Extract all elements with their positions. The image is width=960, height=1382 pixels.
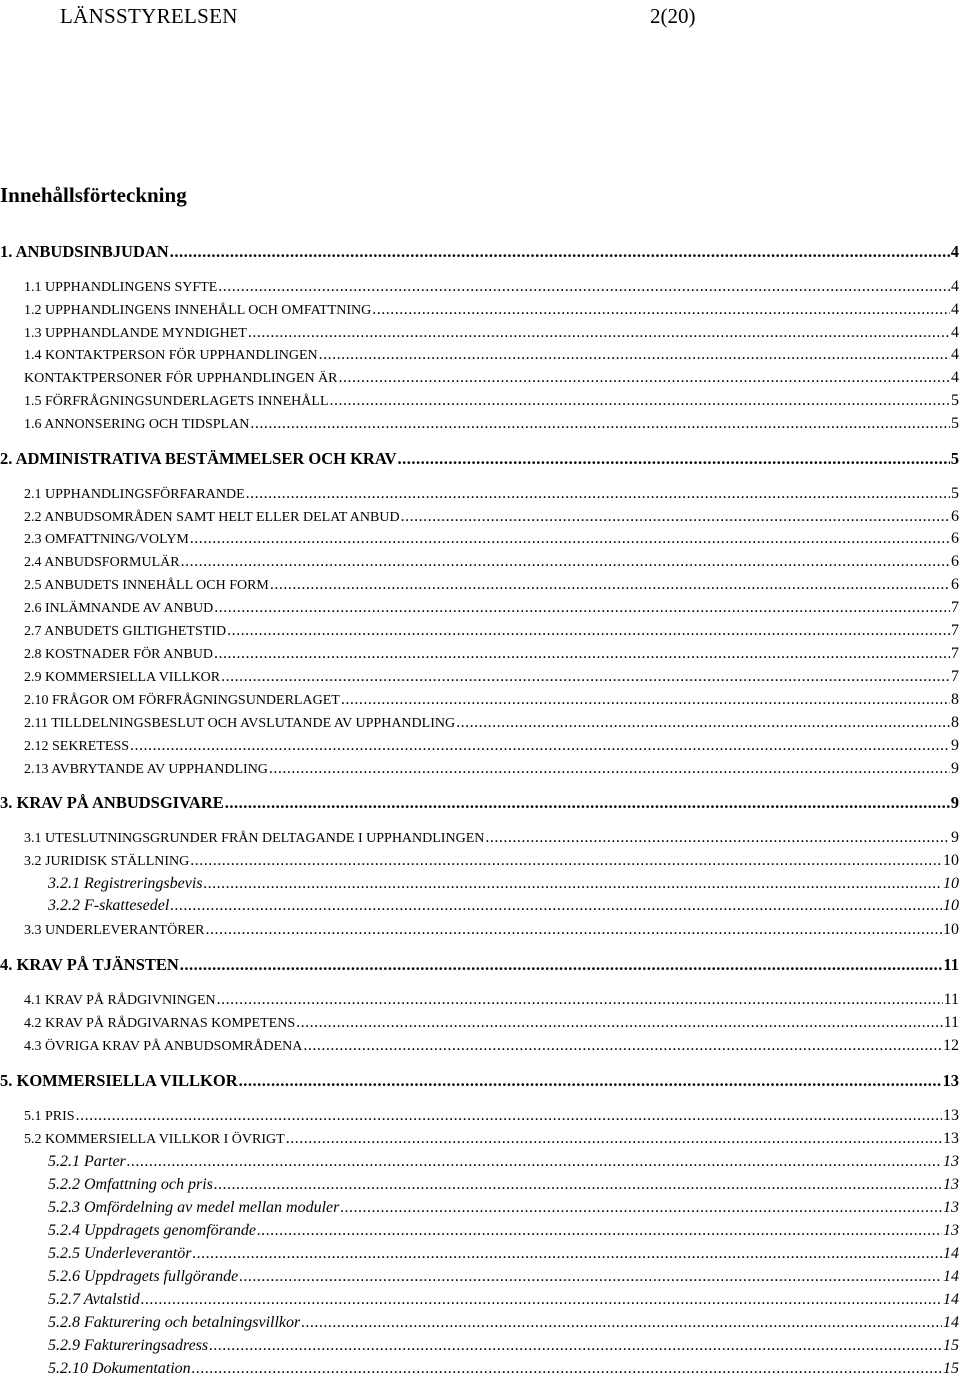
toc-entry[interactable] [0,1037,959,1059]
toc-entry-title: 3.2.2 F-skattesedel [48,897,170,914]
dot-leader [214,645,950,663]
dot-leader [286,1130,942,1148]
dot-leader [192,1360,942,1378]
toc-entry-page: 14 [943,1314,959,1331]
toc-entry-title: 5.2.6 Uppdragets fullgörande [48,1268,239,1285]
toc-entry-title: 4. KRAV PÅ TJÄNSTEN [0,955,179,974]
dot-leader [257,1222,942,1240]
toc-entry[interactable] [0,897,959,919]
dot-leader [181,553,950,571]
toc-entry-page: 6 [951,508,959,525]
dot-leader [372,301,950,319]
toc-entry-title: 2.9 KOMMERSIELLA VILLKOR [24,670,221,685]
dot-leader [214,1176,942,1194]
toc-entry[interactable] [0,645,959,667]
toc-entry-page: 5 [950,449,959,468]
toc-entry-page: 4 [951,346,959,363]
toc-entry-page: 4 [951,369,959,386]
toc-entry-title: 2.8 KOSTNADER FÖR ANBUD [24,647,214,662]
toc-entry-page: 10 [943,852,959,869]
toc-entry-title: KONTAKTPERSONER FÖR UPPHANDLINGEN ÄR [24,371,338,386]
toc-entry-title: 2.13 AVBRYTANDE AV UPPHANDLING [24,762,268,777]
toc-entry-page: 12 [943,1037,959,1054]
toc-entry-page: 11 [943,1014,959,1031]
toc-entry[interactable] [0,622,959,644]
dot-leader [130,737,950,755]
dot-leader [170,242,950,262]
toc-entry-page: 13 [943,1153,959,1170]
toc-entry-page: 13 [943,1199,959,1216]
toc-entry[interactable] [0,1199,959,1221]
toc-entry[interactable] [0,415,959,437]
toc-entry-page: 9 [951,760,959,777]
dot-leader [205,921,942,939]
dot-leader [221,668,950,686]
toc-entry[interactable] [0,449,959,471]
toc-entry-page: 7 [951,599,959,616]
page-number: 2(20) [650,4,696,28]
toc-entry-page: 8 [951,691,959,708]
toc-entry-title: 5.2.7 Avtalstid [48,1291,140,1308]
dot-leader [246,485,950,503]
dot-leader [225,793,950,813]
toc-entry-page: 5 [951,392,959,409]
toc-entry-title: 2.12 SEKRETESS [24,739,130,754]
toc-entry-page: 14 [943,1291,959,1308]
dot-leader [340,1199,942,1217]
toc-entry[interactable] [0,875,959,897]
toc-entry-page: 6 [951,576,959,593]
toc-entry-page: 9 [951,737,959,754]
dot-leader [217,991,943,1009]
toc-entry[interactable] [0,1360,959,1382]
toc-entry-title: 2.3 OMFATTNING/VOLYM [24,532,189,547]
toc-entry-page: 13 [943,1176,959,1193]
toc-entry-title: 3.3 UNDERLEVERANTÖRER [24,923,205,938]
toc-entry[interactable] [0,530,959,552]
dot-leader [204,875,943,893]
toc-entry[interactable] [0,278,959,300]
toc-entry-page: 4 [951,324,959,341]
toc-entry[interactable] [0,1291,959,1313]
dot-leader [180,955,943,975]
toc-entry-page: 9 [951,829,959,846]
organization-name: LÄNSSTYRELSEN [60,4,238,28]
toc-entry[interactable] [0,301,959,323]
toc-entry[interactable] [0,691,959,713]
dot-leader [485,829,950,847]
toc-entry-title: 1.4 KONTAKTPERSON FÖR UPPHANDLINGEN [24,348,318,363]
dot-leader [401,508,950,526]
dot-leader [269,760,950,778]
toc-entry[interactable] [0,793,959,815]
toc-entry[interactable] [0,346,959,368]
dot-leader [170,897,942,915]
toc-entry-page: 7 [951,622,959,639]
toc-entry-title: 5.2.10 Dokumentation [48,1360,191,1377]
toc-entry[interactable] [0,599,959,621]
toc-entry-title: 5.1 PRIS [24,1109,75,1124]
toc-entry-title: 1.5 FÖRFRÅGNINGSUNDERLAGETS INNEHÅLL [24,394,329,409]
toc-entry[interactable] [0,991,959,1013]
toc-entry-page: 6 [951,553,959,570]
toc-entry[interactable] [0,508,959,530]
toc-entry-page: 11 [943,955,959,974]
toc-entry-title: 5.2.1 Parter [48,1153,126,1170]
toc-entry[interactable] [0,1107,959,1129]
toc-entry[interactable] [0,1071,959,1093]
toc-entry-page: 13 [943,1130,959,1147]
toc-entry[interactable] [0,242,959,264]
dot-leader [227,622,950,640]
toc-entry-page: 11 [943,991,959,1008]
dot-leader [239,1268,942,1286]
toc-entry-title: 5.2.5 Underleverantör [48,1245,192,1262]
toc-entry-page: 6 [951,530,959,547]
dot-leader [341,691,950,709]
toc-entry-title: 1.2 UPPHANDLINGENS INNEHÅLL OCH OMFATTNING [24,303,372,318]
dot-leader [193,1245,942,1263]
toc-entry[interactable] [0,1245,959,1267]
toc-entry-title: 2.2 ANBUDSOMRÅDEN SAMT HELT ELLER DELAT ANBUD [24,510,400,525]
toc-title: Innehållsförteckning [0,183,187,207]
dot-leader [303,1037,942,1055]
dot-leader [190,530,950,548]
toc-entry[interactable] [0,737,959,759]
toc-entry-page: 9 [950,793,959,812]
toc-entry-title: 5.2.4 Uppdragets genomförande [48,1222,256,1239]
toc-entry[interactable] [0,714,959,736]
toc-entry-title: 2.7 ANBUDETS GILTIGHETSTID [24,624,227,639]
toc-entry-title: 4.3 ÖVRIGA KRAV PÅ ANBUDSOMRÅDENA [24,1039,303,1054]
toc-entry-page: 8 [951,714,959,731]
toc-entry-title: 5.2.2 Omfattning och pris [48,1176,213,1193]
toc-entry-title: 5.2 KOMMERSIELLA VILLKOR I ÖVRIGT [24,1132,285,1147]
toc-entry-page: 10 [943,875,959,892]
dot-leader [127,1153,942,1171]
toc-entry-page: 13 [943,1222,959,1239]
toc-entry[interactable] [0,369,959,391]
toc-entry-title: 2.1 UPPHANDLINGSFÖRFARANDE [24,487,245,502]
dot-leader [330,392,951,410]
toc-entry-page: 7 [951,668,959,685]
toc-entry[interactable] [0,1314,959,1336]
toc-entry[interactable] [0,324,959,346]
toc-entry-title: 4.1 KRAV PÅ RÅDGIVNINGEN [24,993,216,1008]
toc-entry[interactable] [0,576,959,598]
toc-entry[interactable] [0,1176,959,1198]
toc-entry-title: 3.2.1 Registreringsbevis [48,875,203,892]
toc-entry-page: 15 [943,1337,959,1354]
toc-entry-title: 3.1 UTESLUTNINGSGRUNDER FRÅN DELTAGANDE I UPPHANDLINGEN [24,831,485,846]
toc-entry-title: 2.10 FRÅGOR OM FÖRFRÅGNINGSUNDERLAGET [24,693,340,708]
toc-entry[interactable] [0,1268,959,1290]
dot-leader [218,278,950,296]
toc-entry-page: 15 [943,1360,959,1377]
dot-leader [76,1107,942,1125]
toc-entry-title: 2.4 ANBUDSFORMULÄR [24,555,180,570]
toc-entry-title: 4.2 KRAV PÅ RÅDGIVARNAS KOMPETENS [24,1016,296,1031]
toc-entry[interactable] [0,921,959,943]
toc-entry[interactable] [0,955,959,977]
toc-entry-page: 10 [943,921,959,938]
toc-entry[interactable] [0,668,959,690]
toc-entry[interactable] [0,1130,959,1152]
toc-entry[interactable] [0,760,959,782]
toc-entry-page: 4 [951,278,959,295]
dot-leader [190,852,942,870]
toc-entry-page: 13 [943,1107,959,1124]
toc-entry[interactable] [0,1153,959,1175]
toc-entry-page: 7 [951,645,959,662]
dot-leader [319,346,950,364]
dot-leader [301,1314,942,1332]
toc-entry-title: 2.5 ANBUDETS INNEHÅLL OCH FORM [24,578,269,593]
toc-entry-page: 5 [951,415,959,432]
toc-entry[interactable] [0,392,959,414]
toc-entry-title: 5.2.3 Omfördelning av medel mellan moduler [48,1199,340,1216]
toc-entry-page: 10 [943,897,959,914]
toc-entry-title: 1.3 UPPHANDLANDE MYNDIGHET [24,326,247,341]
toc-entry-title: 5.2.8 Fakturering och betalningsvillkor [48,1314,301,1331]
dot-leader [141,1291,942,1309]
toc-entry-title: 1. ANBUDSINBJUDAN [0,242,169,261]
toc-entry[interactable] [0,485,959,507]
toc-entry-title: 3.2 JURIDISK STÄLLNING [24,854,190,869]
toc-entry[interactable] [0,829,959,851]
toc-entry-title: 2. ADMINISTRATIVA BESTÄMMELSER OCH KRAV [0,449,397,468]
toc-entry-title: 1.6 ANNONSERING OCH TIDSPLAN [24,417,250,432]
dot-leader [270,576,950,594]
toc-entry-title: 2.11 TILLDELNINGSBESLUT OCH AVSLUTANDE AV UPPHANDLING [24,716,456,731]
dot-leader [456,714,950,732]
toc-entry-page: 4 [951,301,959,318]
page-header [30,4,930,34]
dot-leader [214,599,950,617]
dot-leader [339,369,950,387]
dot-leader [248,324,950,342]
dot-leader [296,1014,942,1032]
toc-entry-title: 5.2.9 Faktureringsadress [48,1337,209,1354]
dot-leader [250,415,950,433]
toc-entry[interactable] [0,1014,959,1036]
toc-entry-page: 13 [942,1071,959,1090]
toc-entry-page: 14 [943,1245,959,1262]
toc-entry-title: 1.1 UPPHANDLINGENS SYFTE [24,280,218,295]
toc-entry-page: 4 [950,242,959,261]
dot-leader [398,449,950,469]
toc-entry-title: 5. KOMMERSIELLA VILLKOR [0,1071,238,1090]
toc-entry-title: 2.6 INLÄMNANDE AV ANBUD [24,601,214,616]
dot-leader [239,1071,942,1091]
toc-entry[interactable] [0,1337,959,1359]
toc-entry-page: 5 [951,485,959,502]
dot-leader [209,1337,942,1355]
toc-entry[interactable] [0,1222,959,1244]
toc-entry[interactable] [0,852,959,874]
toc-entry[interactable] [0,553,959,575]
toc-entry-page: 14 [943,1268,959,1285]
toc-entry-title: 3. KRAV PÅ ANBUDSGIVARE [0,793,224,812]
